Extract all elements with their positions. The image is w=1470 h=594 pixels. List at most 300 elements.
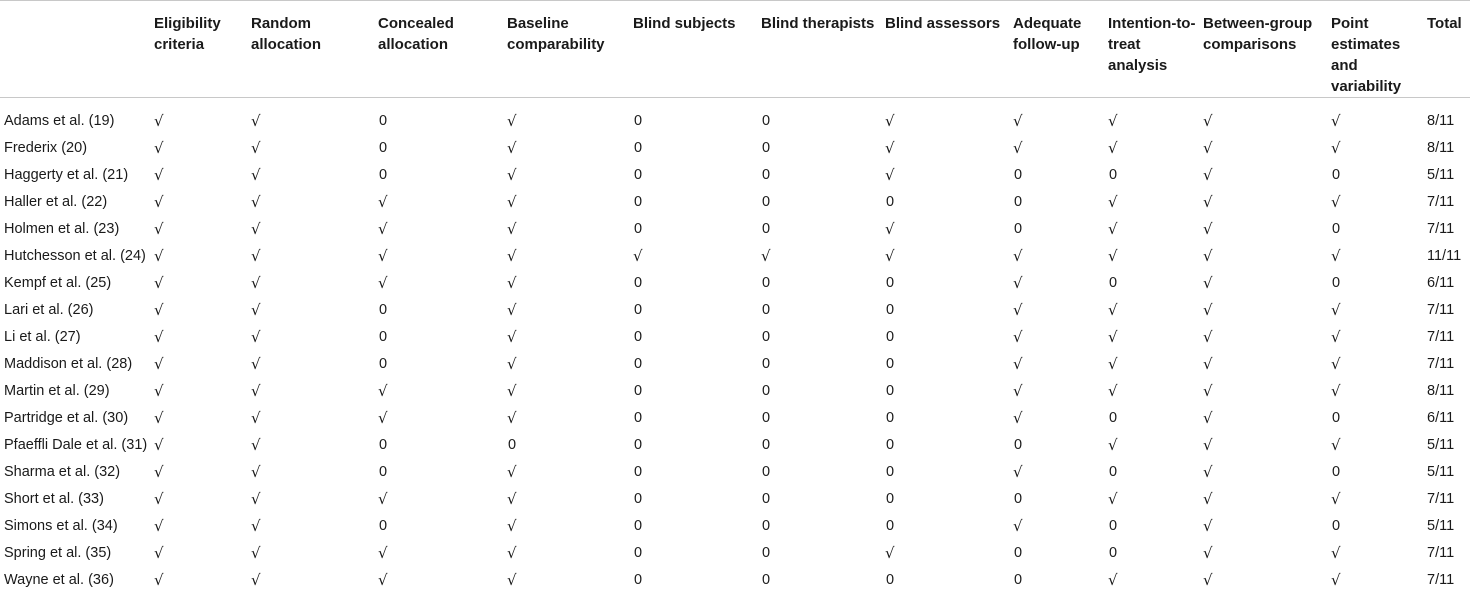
criterion-not-met: 0: [761, 275, 770, 291]
checkmark-icon: √: [507, 112, 517, 130]
criterion-cell: [1108, 297, 1203, 324]
checkmark-icon: √: [251, 382, 261, 400]
criterion-cell: [1108, 459, 1203, 486]
criterion-not-met: 0: [761, 410, 770, 426]
criterion-cell: [1331, 270, 1427, 297]
criterion-not-met: 0: [1013, 491, 1022, 507]
criterion-not-met: 0: [885, 572, 894, 588]
criterion-cell: [1203, 162, 1331, 189]
criterion-cell: [154, 378, 251, 405]
checkmark-icon: √: [251, 193, 261, 211]
criterion-cell: [761, 216, 885, 243]
checkmark-icon: √: [1108, 301, 1118, 319]
checkmark-icon: √: [154, 436, 164, 454]
criterion-cell: [885, 513, 1013, 540]
checkmark-icon: √: [154, 490, 164, 508]
criterion-not-met: 0: [761, 221, 770, 237]
reference-link[interactable]: 33: [83, 491, 99, 507]
criterion-cell: [251, 459, 378, 486]
criterion-cell: [1203, 324, 1331, 351]
criterion-not-met: 0: [633, 356, 642, 372]
criterion-not-met: 0: [885, 464, 894, 480]
criterion-cell: [633, 513, 761, 540]
table-row: [0, 135, 1470, 162]
checkmark-icon: √: [154, 301, 164, 319]
criterion-cell: [154, 270, 251, 297]
criterion-cell: [1108, 216, 1203, 243]
criterion-cell: [378, 351, 507, 378]
criterion-cell: [1331, 98, 1427, 136]
criterion-cell: [633, 540, 761, 567]
table-row: [0, 243, 1470, 270]
criterion-not-met: 0: [633, 113, 642, 129]
criterion-not-met: 0: [761, 572, 770, 588]
criterion-not-met: 0: [378, 464, 387, 480]
study-name-cell: Sharma et al. (32): [0, 459, 154, 486]
table-row: [0, 297, 1470, 324]
criterion-not-met: 0: [633, 140, 642, 156]
criterion-cell: [1108, 243, 1203, 270]
criterion-cell: [1108, 567, 1203, 594]
checkmark-icon: √: [251, 139, 261, 157]
criterion-cell: [251, 432, 378, 459]
criterion-cell: [507, 189, 633, 216]
criterion-not-met: 0: [1108, 167, 1117, 183]
criterion-cell: [885, 297, 1013, 324]
criterion-not-met: 0: [1331, 464, 1340, 480]
criterion-cell: [1203, 297, 1331, 324]
criterion-not-met: 0: [507, 437, 516, 453]
study-name-cell: Hutchesson et al. (24): [0, 243, 154, 270]
column-header: Point estimates and variability: [1331, 1, 1427, 98]
criterion-cell: [633, 297, 761, 324]
table-header: [0, 1, 1470, 98]
criterion-cell: [378, 270, 507, 297]
criterion-cell: [761, 243, 885, 270]
checkmark-icon: √: [507, 463, 517, 481]
criterion-cell: [633, 432, 761, 459]
checkmark-icon: √: [1108, 193, 1118, 211]
criterion-cell: [251, 189, 378, 216]
column-header: Blind subjects: [633, 1, 761, 98]
criterion-cell: [633, 351, 761, 378]
study-name-cell: Simons et al. (34): [0, 513, 154, 540]
criterion-cell: [885, 243, 1013, 270]
criterion-cell: [507, 98, 633, 136]
criterion-cell: [1203, 486, 1331, 513]
checkmark-icon: √: [154, 571, 164, 589]
criterion-cell: [1203, 98, 1331, 136]
checkmark-icon: √: [1203, 571, 1213, 589]
criterion-cell: [1203, 540, 1331, 567]
reference-link[interactable]: 28: [111, 356, 127, 372]
criterion-cell: [1013, 270, 1108, 297]
checkmark-icon: √: [251, 517, 261, 535]
study-name: Adams et al.: [4, 113, 85, 129]
checkmark-icon: √: [154, 139, 164, 157]
criterion-cell: [1013, 216, 1108, 243]
criterion-cell: [378, 297, 507, 324]
criterion-not-met: 0: [1013, 572, 1022, 588]
checkmark-icon: √: [885, 544, 895, 562]
criterion-cell: [154, 486, 251, 513]
criterion-cell: [885, 135, 1013, 162]
reference-link[interactable]: 31: [126, 437, 142, 453]
checkmark-icon: √: [1203, 544, 1213, 562]
checkmark-icon: √: [507, 355, 517, 373]
table-row: [0, 162, 1470, 189]
criterion-cell: [1331, 297, 1427, 324]
criterion-not-met: 0: [1108, 275, 1117, 291]
study-name: Martin et al.: [4, 383, 80, 399]
checkmark-icon: √: [1203, 382, 1213, 400]
criterion-cell: [633, 486, 761, 513]
criterion-cell: [1013, 405, 1108, 432]
checkmark-icon: √: [154, 544, 164, 562]
criterion-cell: [1013, 98, 1108, 136]
criterion-not-met: 0: [1013, 167, 1022, 183]
criterion-cell: [761, 98, 885, 136]
column-header: Adequate follow-up: [1013, 1, 1108, 98]
study-name-cell: Haggerty et al. (21): [0, 162, 154, 189]
checkmark-icon: √: [154, 112, 164, 130]
study-name-cell: Martin et al. (29): [0, 378, 154, 405]
checkmark-icon: √: [154, 166, 164, 184]
criterion-cell: [1013, 243, 1108, 270]
criterion-cell: [633, 270, 761, 297]
total-score: 8/11: [1427, 135, 1470, 162]
checkmark-icon: √: [1013, 382, 1023, 400]
checkmark-icon: √: [1013, 517, 1023, 535]
criterion-not-met: 0: [1108, 410, 1117, 426]
checkmark-icon: √: [251, 301, 261, 319]
criterion-cell: [633, 378, 761, 405]
criterion-not-met: 0: [1331, 167, 1340, 183]
criterion-cell: [507, 405, 633, 432]
criterion-cell: [1203, 135, 1331, 162]
table-row: [0, 486, 1470, 513]
checkmark-icon: √: [1203, 220, 1213, 238]
criterion-cell: [1331, 459, 1427, 486]
reference-link[interactable]: 23: [98, 221, 114, 237]
criterion-not-met: 0: [633, 302, 642, 318]
criterion-cell: [885, 405, 1013, 432]
checkmark-icon: √: [251, 409, 261, 427]
criterion-cell: [1331, 324, 1427, 351]
checkmark-icon: √: [1108, 328, 1118, 346]
criterion-not-met: 0: [885, 437, 894, 453]
column-header: Concealed allocation: [378, 1, 507, 98]
checkmark-icon: √: [507, 193, 517, 211]
criterion-cell: [885, 351, 1013, 378]
criterion-cell: [885, 189, 1013, 216]
checkmark-icon: √: [154, 355, 164, 373]
criterion-not-met: 0: [761, 302, 770, 318]
checkmark-icon: √: [1331, 490, 1341, 508]
reference-link[interactable]: 29: [89, 383, 105, 399]
criterion-cell: [633, 324, 761, 351]
total-score: 6/11: [1427, 270, 1470, 297]
checkmark-icon: √: [507, 544, 517, 562]
criterion-not-met: 0: [885, 491, 894, 507]
criterion-cell: [1331, 351, 1427, 378]
checkmark-icon: √: [1013, 355, 1023, 373]
criterion-cell: [885, 98, 1013, 136]
checkmark-icon: √: [251, 355, 261, 373]
checkmark-icon: √: [1331, 436, 1341, 454]
criterion-cell: [1203, 432, 1331, 459]
criterion-cell: [885, 567, 1013, 594]
criterion-cell: [154, 513, 251, 540]
criterion-cell: [885, 324, 1013, 351]
criterion-cell: [251, 162, 378, 189]
reference-link[interactable]: 21: [107, 167, 123, 183]
study-name: Li et al.: [4, 329, 51, 345]
total-score: 7/11: [1427, 540, 1470, 567]
criterion-cell: [378, 162, 507, 189]
study-name-cell: Short et al. (33): [0, 486, 154, 513]
criterion-cell: [885, 540, 1013, 567]
checkmark-icon: √: [1203, 517, 1213, 535]
total-score: 5/11: [1427, 513, 1470, 540]
criterion-cell: [1013, 459, 1108, 486]
criterion-cell: [378, 405, 507, 432]
criterion-cell: [378, 486, 507, 513]
criterion-not-met: 0: [378, 518, 387, 534]
criterion-cell: [1013, 567, 1108, 594]
checkmark-icon: √: [507, 490, 517, 508]
study-name: Sharma et al.: [4, 464, 90, 480]
total-score: 7/11: [1427, 486, 1470, 513]
reference-link[interactable]: 20: [66, 140, 82, 156]
checkmark-icon: √: [1108, 112, 1118, 130]
criterion-cell: [1331, 135, 1427, 162]
table-row: [0, 378, 1470, 405]
criterion-cell: [154, 98, 251, 136]
checkmark-icon: √: [1108, 139, 1118, 157]
criterion-cell: [1203, 189, 1331, 216]
checkmark-icon: √: [251, 112, 261, 130]
checkmark-icon: √: [507, 301, 517, 319]
checkmark-icon: √: [1203, 490, 1213, 508]
checkmark-icon: √: [378, 382, 388, 400]
criterion-not-met: 0: [1013, 221, 1022, 237]
criterion-cell: [633, 243, 761, 270]
criterion-cell: [507, 351, 633, 378]
criterion-not-met: 0: [761, 113, 770, 129]
checkmark-icon: √: [507, 328, 517, 346]
criterion-cell: [1331, 189, 1427, 216]
criterion-not-met: 0: [378, 356, 387, 372]
criterion-not-met: 0: [885, 356, 894, 372]
checkmark-icon: √: [1203, 193, 1213, 211]
criterion-not-met: 0: [378, 302, 387, 318]
checkmark-icon: √: [1013, 247, 1023, 265]
criterion-cell: [633, 135, 761, 162]
criterion-cell: [507, 135, 633, 162]
total-score: 5/11: [1427, 162, 1470, 189]
criterion-cell: [507, 378, 633, 405]
checkmark-icon: √: [761, 247, 771, 265]
checkmark-icon: √: [154, 274, 164, 292]
criterion-cell: [1331, 567, 1427, 594]
criterion-cell: [507, 297, 633, 324]
checkmark-icon: √: [154, 328, 164, 346]
reference-link[interactable]: 27: [60, 329, 76, 345]
criterion-cell: [1013, 297, 1108, 324]
reference-link[interactable]: 30: [107, 410, 123, 426]
checkmark-icon: √: [1013, 409, 1023, 427]
criterion-cell: [1108, 135, 1203, 162]
column-header: Blind assessors: [885, 1, 1013, 98]
checkmark-icon: √: [507, 220, 517, 238]
reference-link[interactable]: 32: [99, 464, 115, 480]
criterion-cell: [507, 513, 633, 540]
checkmark-icon: √: [1331, 139, 1341, 157]
total-score: 8/11: [1427, 378, 1470, 405]
study-name: Frederix: [4, 140, 57, 156]
table-row: [0, 459, 1470, 486]
checkmark-icon: √: [1203, 139, 1213, 157]
criterion-cell: [885, 486, 1013, 513]
criterion-cell: [154, 243, 251, 270]
study-name-cell: Spring et al. (35): [0, 540, 154, 567]
column-header: Total: [1427, 1, 1470, 98]
criterion-cell: [251, 216, 378, 243]
criterion-not-met: 0: [761, 437, 770, 453]
study-name-cell: Li et al. (27): [0, 324, 154, 351]
criterion-cell: [1108, 324, 1203, 351]
column-header: Eligibility criteria: [154, 1, 251, 98]
checkmark-icon: √: [507, 571, 517, 589]
criterion-cell: [885, 459, 1013, 486]
checkmark-icon: √: [885, 139, 895, 157]
checkmark-icon: √: [154, 517, 164, 535]
study-name: Haggerty et al.: [4, 167, 98, 183]
criterion-not-met: 0: [885, 383, 894, 399]
study-name: Partridge et al.: [4, 410, 98, 426]
criterion-cell: [1108, 540, 1203, 567]
criterion-cell: [633, 98, 761, 136]
table-row: [0, 324, 1470, 351]
checkmark-icon: √: [1331, 355, 1341, 373]
criterion-cell: [1203, 270, 1331, 297]
table-row: [0, 351, 1470, 378]
checkmark-icon: √: [885, 166, 895, 184]
checkmark-icon: √: [251, 490, 261, 508]
study-name-cell: Pfaeffli Dale et al. (31): [0, 432, 154, 459]
criterion-cell: [761, 351, 885, 378]
criterion-cell: [154, 216, 251, 243]
criterion-cell: [885, 162, 1013, 189]
study-name: Short et al.: [4, 491, 74, 507]
reference-link[interactable]: 25: [90, 275, 106, 291]
criterion-cell: [1331, 405, 1427, 432]
criterion-not-met: 0: [1331, 275, 1340, 291]
reference-link[interactable]: 19: [93, 113, 109, 129]
criterion-cell: [1331, 513, 1427, 540]
total-score: 7/11: [1427, 324, 1470, 351]
criterion-cell: [633, 567, 761, 594]
study-name: Pfaeffli Dale et al.: [4, 437, 117, 453]
reference-link[interactable]: 35: [90, 545, 106, 561]
study-name-cell: Wayne et al. (36): [0, 567, 154, 594]
reference-link[interactable]: 22: [86, 194, 102, 210]
study-name: Kempf et al.: [4, 275, 81, 291]
criterion-cell: [761, 432, 885, 459]
checkmark-icon: √: [1108, 220, 1118, 238]
reference-link[interactable]: 26: [73, 302, 89, 318]
criterion-not-met: 0: [1331, 410, 1340, 426]
criterion-cell: [1203, 378, 1331, 405]
checkmark-icon: √: [1203, 463, 1213, 481]
criterion-cell: [378, 567, 507, 594]
criterion-cell: [1331, 162, 1427, 189]
study-name: Simons et al.: [4, 518, 88, 534]
checkmark-icon: √: [154, 193, 164, 211]
checkmark-icon: √: [251, 274, 261, 292]
criterion-cell: [761, 540, 885, 567]
criterion-cell: [251, 378, 378, 405]
reference-link[interactable]: 24: [125, 248, 141, 264]
criterion-not-met: 0: [633, 410, 642, 426]
table-row: [0, 540, 1470, 567]
reference-link[interactable]: 36: [93, 572, 109, 588]
header-row: [0, 1, 1470, 98]
criterion-cell: [1013, 486, 1108, 513]
criterion-cell: [154, 297, 251, 324]
checkmark-icon: √: [378, 193, 388, 211]
study-name: Wayne et al.: [4, 572, 84, 588]
criterion-not-met: 0: [761, 140, 770, 156]
criterion-not-met: 0: [1331, 518, 1340, 534]
criterion-not-met: 0: [633, 167, 642, 183]
criterion-not-met: 0: [885, 329, 894, 345]
checkmark-icon: √: [1331, 544, 1341, 562]
checkmark-icon: √: [1331, 247, 1341, 265]
criterion-not-met: 0: [1108, 464, 1117, 480]
criterion-cell: [1108, 513, 1203, 540]
criterion-cell: [507, 243, 633, 270]
criterion-cell: [761, 513, 885, 540]
table-row: [0, 405, 1470, 432]
criterion-cell: [1013, 135, 1108, 162]
criterion-not-met: 0: [885, 194, 894, 210]
criterion-cell: [154, 189, 251, 216]
criterion-cell: [761, 270, 885, 297]
checkmark-icon: √: [1203, 328, 1213, 346]
criterion-cell: [154, 324, 251, 351]
total-score: 7/11: [1427, 216, 1470, 243]
study-name: Spring et al.: [4, 545, 81, 561]
criterion-cell: [633, 216, 761, 243]
criterion-cell: [251, 297, 378, 324]
criterion-cell: [154, 162, 251, 189]
study-name-cell: Partridge et al. (30): [0, 405, 154, 432]
criterion-cell: [507, 270, 633, 297]
criterion-cell: [885, 432, 1013, 459]
criterion-not-met: 0: [761, 545, 770, 561]
criterion-cell: [761, 189, 885, 216]
checkmark-icon: √: [1013, 139, 1023, 157]
criterion-not-met: 0: [761, 329, 770, 345]
criterion-cell: [1108, 486, 1203, 513]
criterion-cell: [378, 540, 507, 567]
criterion-not-met: 0: [761, 518, 770, 534]
reference-link[interactable]: 34: [97, 518, 113, 534]
total-score: 7/11: [1427, 351, 1470, 378]
column-header: Between-group comparisons: [1203, 1, 1331, 98]
